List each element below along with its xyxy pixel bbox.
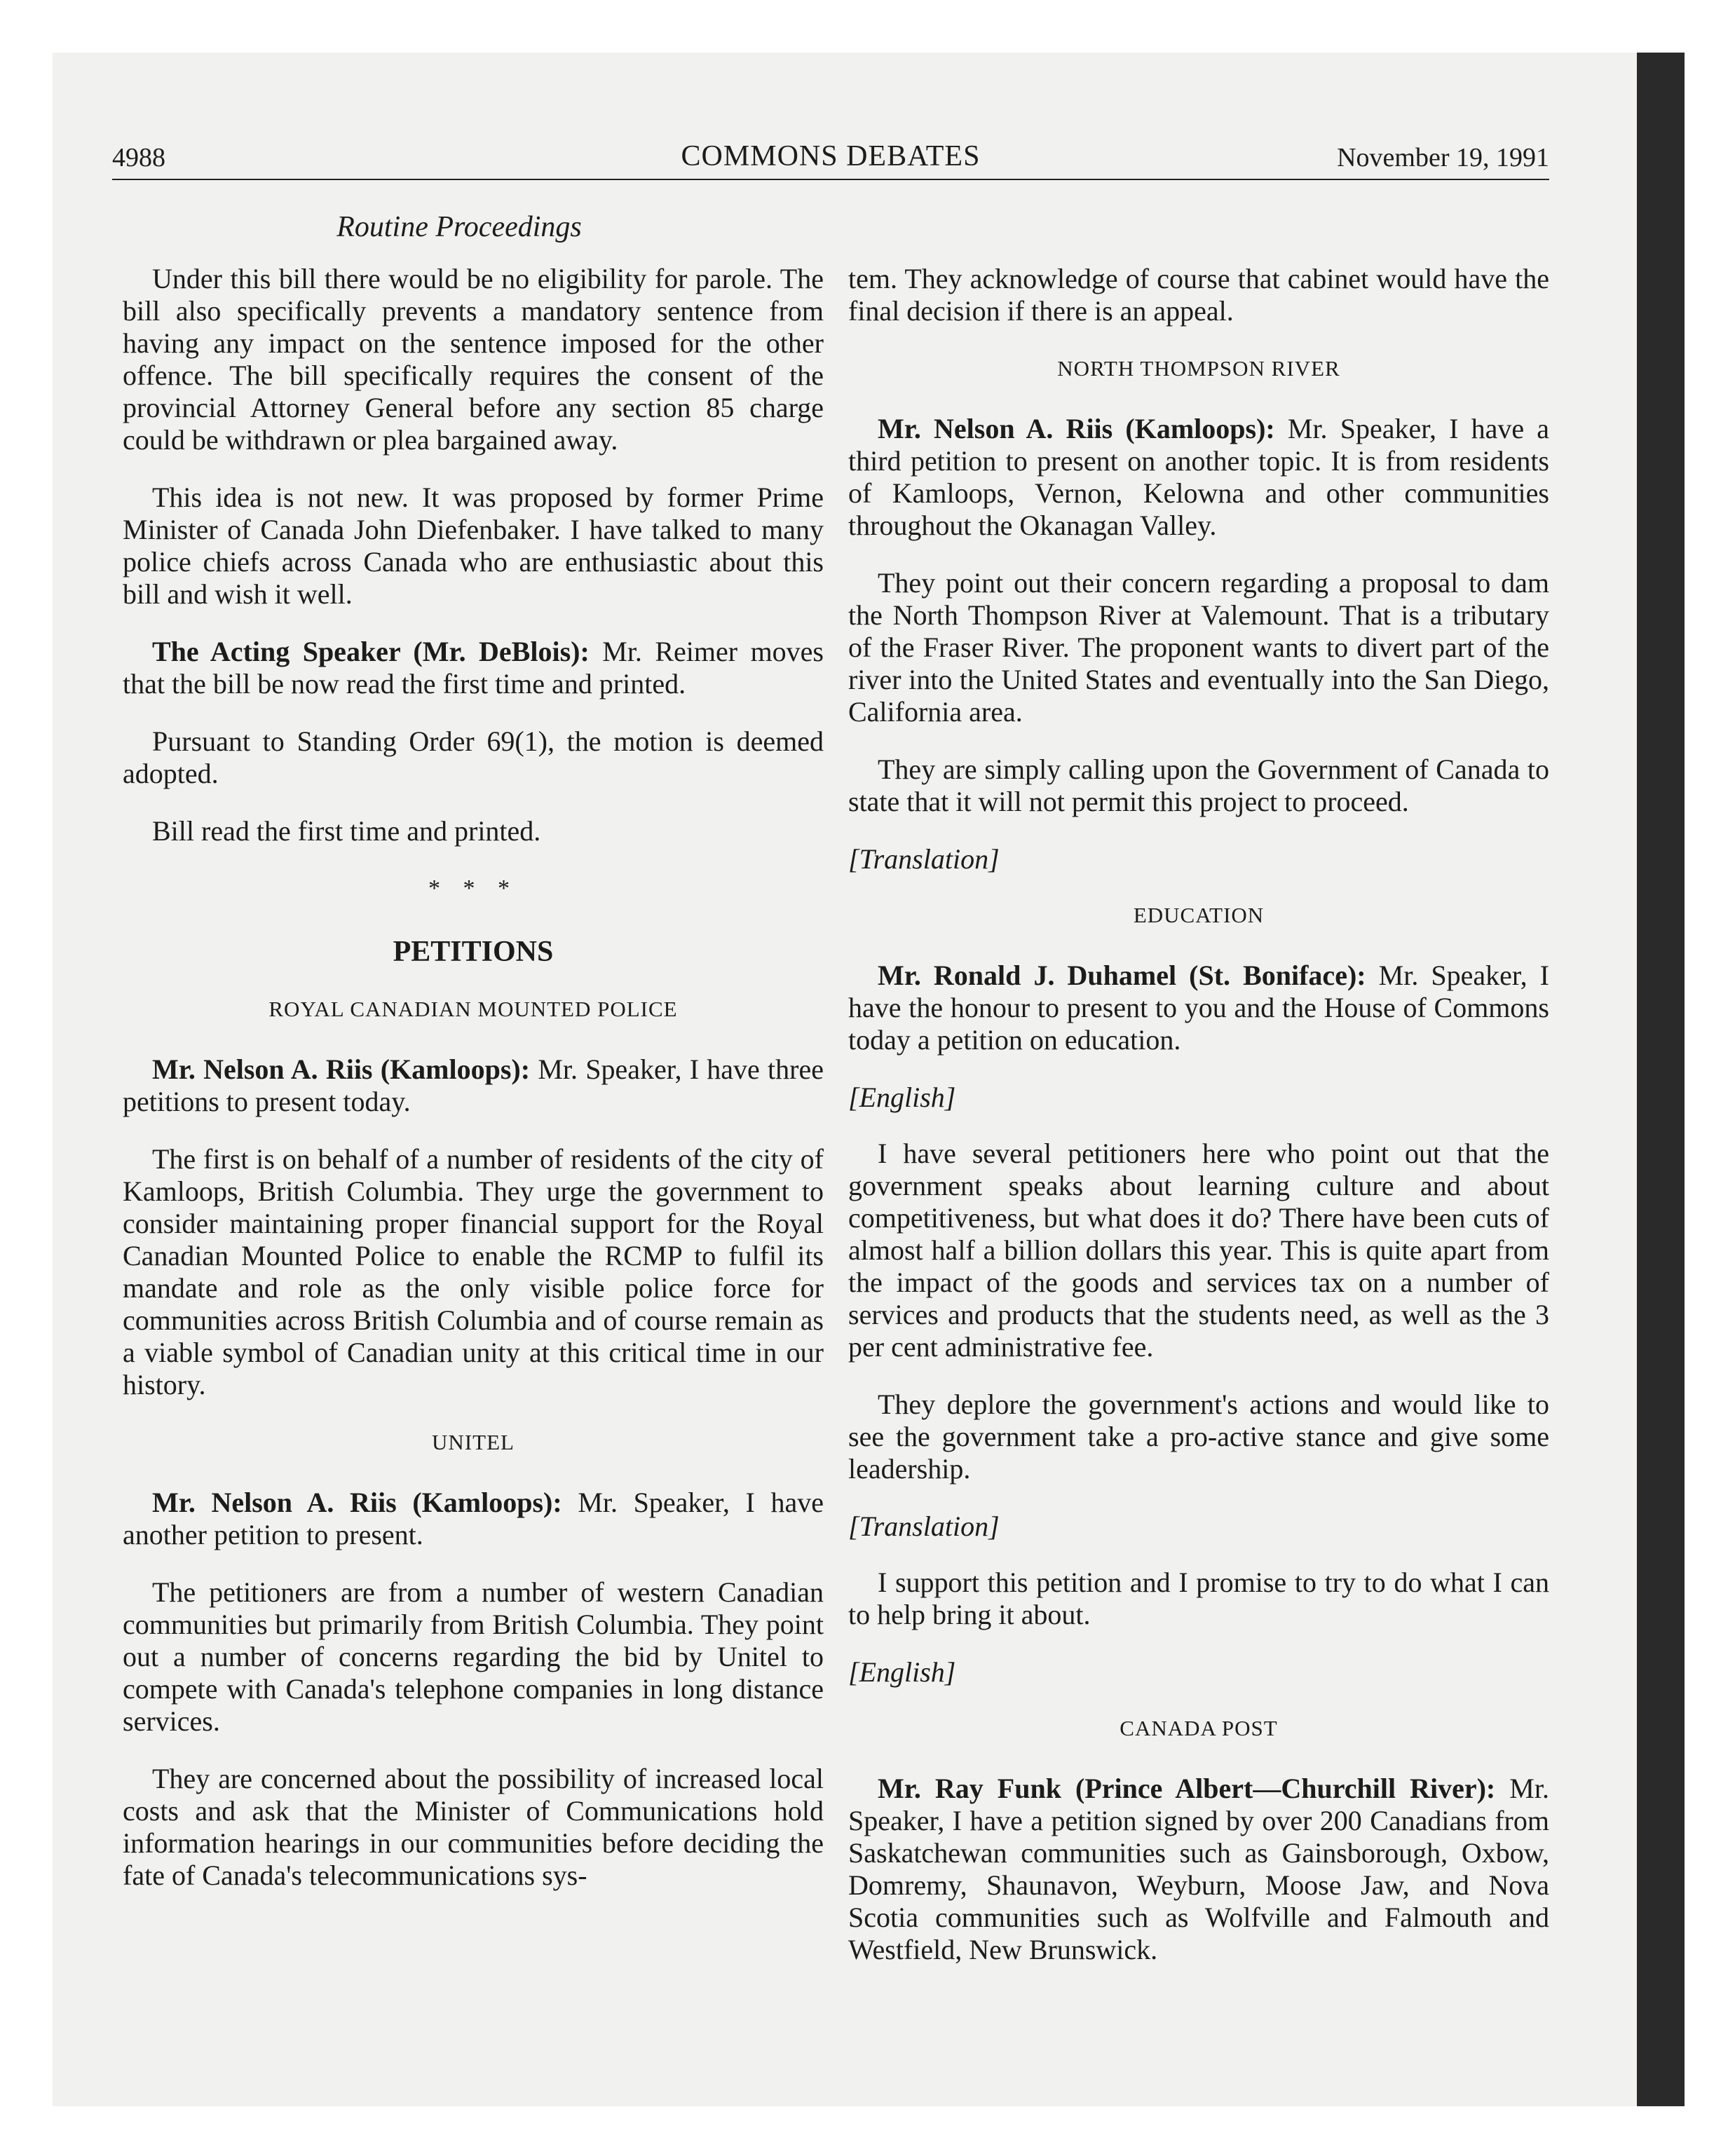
page-number: 4988 bbox=[112, 143, 165, 172]
subsection-heading-rcmp: ROYAL CANADIAN MOUNTED POLICE bbox=[268, 997, 678, 1021]
paragraph bbox=[123, 1487, 824, 1551]
paragraph bbox=[848, 413, 1549, 542]
paragraph: The petitioners are from a number of western Canadian communities but primarily from British Columbia. They point out a number of concerns regarding the bid by Unitel to compete with Canada's telephone companies in long distance services. bbox=[123, 1576, 824, 1737]
paragraph: Under this bill there would be no eligibility for parole. The bill also specifically prevents a mandatory sentence from having any impact on the sentence imposed for the other offence. The bill specifically requires the consent of the provincial Attorney General before any section 85 charge could be withdrawn or plea bargained away. bbox=[123, 263, 824, 456]
subsection-heading-unitel: UNITEL bbox=[432, 1430, 515, 1454]
paragraph: They point out their concern regarding a proposal to dam the North Thompson River at Valemount. That is a tributary of the Fraser River. The proponent wants to divert part of the river into the United States and eventually into the San Diego, California area. bbox=[848, 567, 1549, 728]
speech-text: Mr. Speaker, I have the honour to present to you and the House of Commons today a petition on education. bbox=[848, 960, 1549, 1056]
page-header bbox=[112, 137, 1549, 179]
right-column bbox=[848, 263, 1549, 1991]
left-column bbox=[123, 263, 824, 1917]
header-rule bbox=[112, 179, 1549, 180]
paragraph: Bill read the first time and printed. bbox=[152, 815, 541, 847]
paragraph: They deplore the government's actions and would like to see the government take a pro-active stance and give some leadership. bbox=[848, 1389, 1549, 1485]
paragraph bbox=[123, 1053, 824, 1118]
paragraph bbox=[123, 636, 824, 700]
speech-text: Mr. Reimer moves that the bill be now read the first time and printed. bbox=[123, 636, 824, 700]
publication-date: November 19, 1991 bbox=[1337, 143, 1549, 172]
paragraph bbox=[848, 960, 1549, 1056]
section-title-petitions: PETITIONS bbox=[393, 936, 554, 968]
language-tag: [Translation] bbox=[848, 1510, 1000, 1542]
speech-text: Mr. Speaker, I have a petition signed by over 200 Canadians from Saskatchewan communities such as Gainsborough, Oxbow, Domremy, Shaunavon, Weyburn, Moose Jaw, and Nova Scotia communities such as Wolfville and Falmouth and Westfield, New Brunswick. bbox=[848, 1773, 1549, 1965]
paragraph: I support this petition and I promise to try to do what I can to help bring it about. bbox=[848, 1567, 1549, 1630]
speaker-name: Mr. Nelson A. Riis (Kamloops): bbox=[152, 1487, 562, 1518]
paragraph: tem. They acknowledge of course that cabinet would have the final decision if there is an appeal. bbox=[848, 263, 1549, 327]
section-separator: * * * bbox=[428, 875, 518, 901]
paragraph bbox=[848, 1773, 1549, 1966]
language-tag: [Translation] bbox=[848, 843, 1000, 875]
paragraph: The first is on behalf of a number of residents of the city of Kamloops, British Columbia. They urge the government to consider maintaining proper financial support for the Royal Canadian Mounted Police to enable the RCMP to fulfil its mandate and role as the only visible police force for communities across British Columbia and of course remain as a viable symbol of Canadian unity at this critical time in our history. bbox=[123, 1143, 824, 1400]
subsection-heading-canada-post: CANADA POST bbox=[1120, 1716, 1278, 1740]
speaker-name: Mr. Ronald J. Duhamel (St. Boniface): bbox=[878, 960, 1366, 991]
language-tag: [English] bbox=[848, 1656, 956, 1688]
publication-title: COMMONS DEBATES bbox=[681, 140, 981, 172]
speaker-name: Mr. Ray Funk (Prince Albert—Churchill River): bbox=[878, 1773, 1496, 1804]
speech-text: Mr. Speaker, I have a third petition to present on another topic. It is from residents of Kamloops, Vernon, Kelowna and other communities throughout the Okanagan Valley. bbox=[848, 413, 1549, 541]
paragraph: They are simply calling upon the Government of Canada to state that it will not permit this project to proceed. bbox=[848, 753, 1549, 817]
scan-edge-shadow bbox=[1637, 53, 1685, 2106]
subsection-heading-north-thompson: NORTH THOMPSON RIVER bbox=[1057, 356, 1340, 381]
paragraph: I have several petitioners here who point out that the government speaks about learning culture and about competitiveness, but what does it do? There have been cuts of almost half a billion dollars this year. This is quite apart from the impact of the goods and services tax on a number of services and products that the students need, as well as the 3 per cent administrative fee. bbox=[848, 1138, 1549, 1363]
speech-text: Mr. Speaker, I have three petitions to present today. bbox=[123, 1053, 824, 1117]
paragraph: Pursuant to Standing Order 69(1), the motion is deemed adopted. bbox=[123, 725, 824, 789]
speaker-name: The Acting Speaker (Mr. DeBlois): bbox=[152, 636, 590, 667]
paragraph: This idea is not new. It was proposed by former Prime Minister of Canada John Diefenbaker. I have talked to many police chiefs across Canada who are enthusiastic about this bill and wish it well. bbox=[123, 482, 824, 610]
speaker-name: Mr. Nelson A. Riis (Kamloops): bbox=[152, 1053, 531, 1085]
subsection-heading-education: EDUCATION bbox=[1133, 903, 1265, 927]
paragraph: They are concerned about the possibility of increased local costs and ask that the Minister of Communications hold information hearings in our communities before deciding the fate of Canada's telecommunications sys- bbox=[123, 1763, 824, 1891]
section-subhead: Routine Proceedings bbox=[336, 211, 582, 243]
language-tag: [English] bbox=[848, 1082, 956, 1113]
speaker-name: Mr. Nelson A. Riis (Kamloops): bbox=[878, 413, 1275, 444]
speech-text: Mr. Speaker, I have another petition to present. bbox=[123, 1487, 824, 1550]
